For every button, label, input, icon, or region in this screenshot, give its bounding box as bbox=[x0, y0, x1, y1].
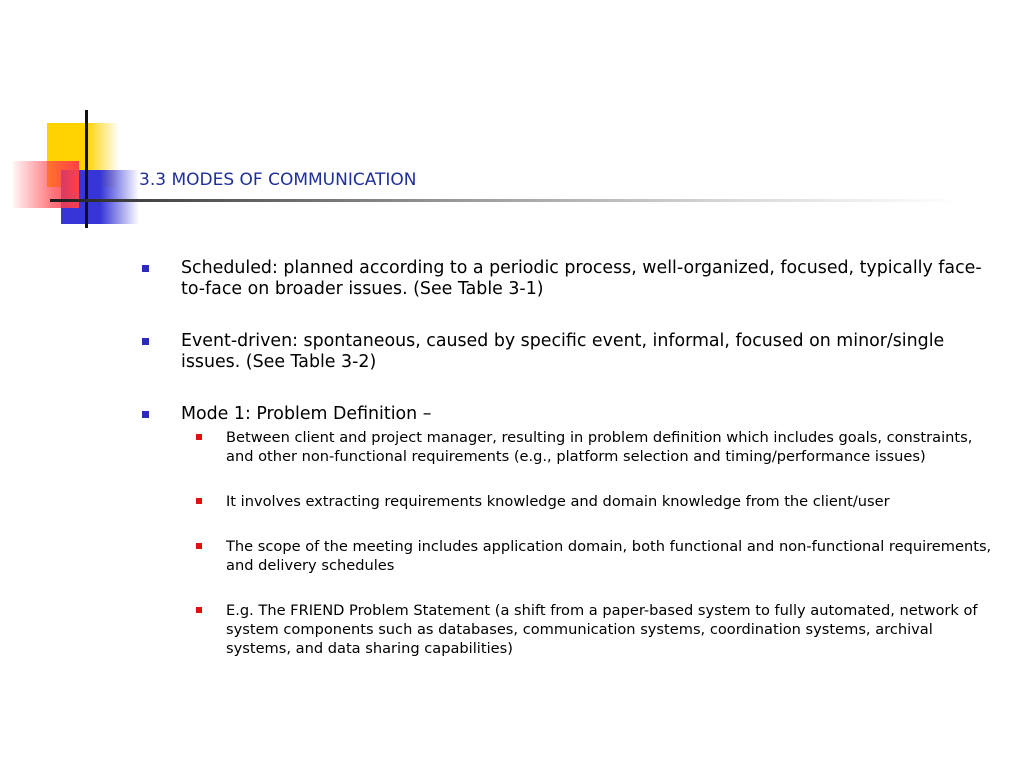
square-bullet-icon bbox=[142, 338, 149, 345]
square-bullet-icon bbox=[196, 607, 202, 613]
sub-bullet-item bbox=[186, 601, 1000, 658]
bullet-text: Event-driven: spontaneous, caused by specific event, informal, focused on minor/single issues. (See Table 3-2) bbox=[181, 331, 945, 372]
sub-bullet-text: It involves extracting requirements knowledge and domain knowledge from the client/user bbox=[226, 493, 890, 510]
bullet-item bbox=[140, 258, 1000, 300]
sub-bullet-item bbox=[186, 492, 1000, 511]
slide-body bbox=[140, 258, 1000, 684]
sub-bullet-text: Between client and project manager, resulting in problem definition which includes goals, constraints, and other non-functional requirements (e.g., platform selection and timing/performance issues) bbox=[226, 429, 973, 465]
square-bullet-icon bbox=[142, 265, 149, 272]
vertical-rule bbox=[85, 110, 88, 228]
sub-bullet-item bbox=[186, 537, 1000, 575]
bullet-item bbox=[140, 404, 1000, 425]
sub-bullet-item bbox=[186, 428, 1000, 466]
bullet-item bbox=[140, 331, 1000, 373]
bullet-text: Scheduled: planned according to a periodic process, well-organized, focused, typically face-to-face on broader issues. (See Table 3-1) bbox=[181, 258, 982, 299]
square-bullet-icon bbox=[196, 434, 202, 440]
sub-bullet-text: The scope of the meeting includes application domain, both functional and non-functional requirements, and delivery schedules bbox=[226, 538, 992, 574]
sub-bullet-text: E.g. The FRIEND Problem Statement (a shift from a paper-based system to fully automated, network of system components such as databases, communication systems, coordination systems, archival systems, and data sharing capabilities) bbox=[226, 602, 978, 657]
title-underline bbox=[50, 199, 960, 202]
sub-bullet-list bbox=[186, 428, 1000, 658]
square-bullet-icon bbox=[196, 498, 202, 504]
square-bullet-icon bbox=[142, 411, 149, 418]
bullet-text: Mode 1: Problem Definition – bbox=[181, 404, 432, 424]
square-bullet-icon bbox=[196, 543, 202, 549]
slide-title: 3.3 MODES OF COMMUNICATION bbox=[139, 170, 417, 190]
